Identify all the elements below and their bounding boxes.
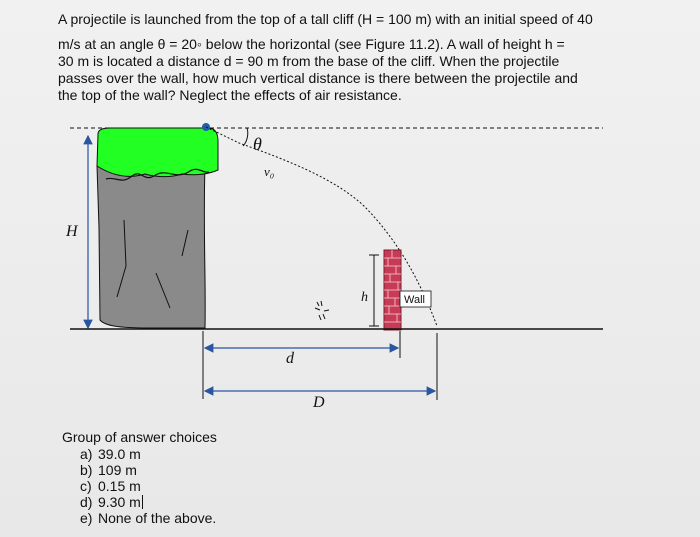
answer-option-d[interactable] bbox=[80, 494, 217, 510]
answer-text: None of the above. bbox=[98, 510, 217, 526]
projectile-diagram bbox=[0, 118, 700, 418]
answer-group-heading: Group of answer choices bbox=[62, 429, 217, 445]
answer-option-e[interactable] bbox=[80, 510, 217, 526]
h-label: H bbox=[66, 223, 78, 240]
wall-label: Wall bbox=[404, 294, 425, 306]
question-line: the top of the wall? Neglect the effects of air resistance. bbox=[58, 87, 402, 103]
question-line: A projectile is launched from the top of a tall cliff (H = 100 m) with an initial speed of 40 bbox=[58, 11, 593, 27]
question-text bbox=[58, 11, 648, 104]
answer-option-c[interactable] bbox=[80, 478, 217, 494]
question-gap bbox=[58, 28, 648, 36]
answer-option-a[interactable] bbox=[80, 446, 217, 462]
question-line: m/s at an angle θ = 20◦ below the horizontal (see Figure 11.2). A wall of height h = bbox=[58, 36, 565, 52]
cliff-body bbox=[97, 166, 205, 328]
question-line: 30 m is located a distance d = 90 m from the base of the cliff. When the projectile bbox=[58, 53, 560, 69]
question-line: passes over the wall, how much vertical distance is there between the projectile and bbox=[58, 70, 578, 86]
distance-D-label: D bbox=[313, 394, 325, 411]
theta-label: θ bbox=[253, 134, 262, 154]
answer-letter: a) bbox=[80, 446, 93, 462]
cliff-top-vegetation bbox=[97, 128, 218, 177]
answer-letter: d) bbox=[80, 494, 93, 510]
impact-burst-icon bbox=[315, 301, 329, 320]
answer-letter: c) bbox=[80, 478, 92, 494]
answer-option-b[interactable] bbox=[80, 462, 217, 478]
answer-text: 9.30 m bbox=[98, 494, 141, 510]
answer-letter: b) bbox=[80, 462, 93, 478]
answer-group bbox=[62, 429, 217, 526]
theta-arc bbox=[243, 128, 248, 146]
answer-letter: e) bbox=[80, 510, 93, 526]
initial-speed-label: v₀ bbox=[264, 164, 275, 179]
text-cursor-icon bbox=[142, 495, 143, 509]
answer-text: 109 m bbox=[98, 462, 137, 478]
distance-d-label: d bbox=[286, 350, 294, 367]
answer-text: 0.15 m bbox=[98, 478, 141, 494]
answer-list bbox=[62, 446, 217, 526]
wall-height-label: h bbox=[361, 290, 368, 305]
answer-text: 39.0 m bbox=[98, 446, 141, 462]
